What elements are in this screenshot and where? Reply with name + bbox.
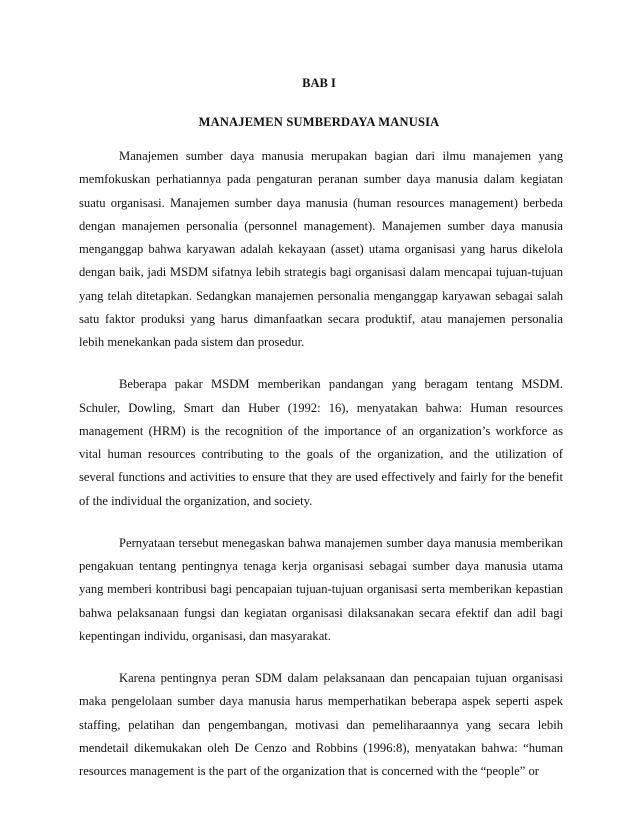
chapter-heading: BAB I: [302, 76, 336, 90]
chapter-title: MANAJEMEN SUMBERDAYA MANUSIA: [198, 115, 440, 129]
body-text: [79, 145, 563, 802]
paragraph: Manajemen sumber daya manusia merupakan bagian dari ilmu manajemen yang memfokuskan perhatiannya pada pengaturan peranan sumber daya manusia dalam kegiatan suatu organisasi. Manajemen sumber daya manusia (human resources management) berbeda dengan manajemen personalia (personnel management). Manajemen sumber daya manusia menganggap bahwa karyawan adalah kekayaan (asset) utama organisasi yang harus dikelola dengan baik, jadi MSDM sifatnya lebih strategis bagi organisasi dalam mencapai tujuan-tujuan yang telah ditetapkan. Sedangkan manajemen personalia menganggap karyawan sebagai salah satu faktor produksi yang harus dimanfaatkan secara produktif, atau manajemen personalia lebih menekankan pada sistem dan prosedur.: [79, 149, 563, 349]
paragraph: Beberapa pakar MSDM memberikan pandangan yang beragam tentang MSDM. Schuler, Dowling, Smart dan Huber (1992: 16), menyatakan bahwa: Human resources management (HRM) is the recognition of the importance of an organization’s workforce as vital human resources contributing to the goals of the organization, and the utilization of several functions and activities to ensure that they are used effectively and fairly for the benefit of the individual the organization, and society.: [79, 377, 563, 508]
paragraph: Karena pentingnya peran SDM dalam pelaksanaan dan pencapaian tujuan organisasi maka pengelolaan sumber daya manusia harus memperhatikan beberapa aspek seperti aspek staffing, pelatihan dan pengembangan, motivasi dan pemeliharaannya yang secara lebih mendetail dikemukakan oleh De Cenzo and Robbins (1996:8), menyatakan bahwa: “human resources management is the part of the organization that is concerned with the “people” or: [79, 671, 563, 778]
paragraph: Pernyataan tersebut menegaskan bahwa manajemen sumber daya manusia memberikan pengakuan tentang pentingnya tenaga kerja organisasi sebagai sumber daya manusia utama yang memberi kontribusi bagi pencapaian tujuan-tujuan organisasi serta memberikan kepastian bahwa pelaksanaan fungsi dan kegiatan organisasi dilaksanakan secara efektif dan adil bagi kepentingan individu, organisasi, dan masyarakat.: [79, 535, 563, 643]
